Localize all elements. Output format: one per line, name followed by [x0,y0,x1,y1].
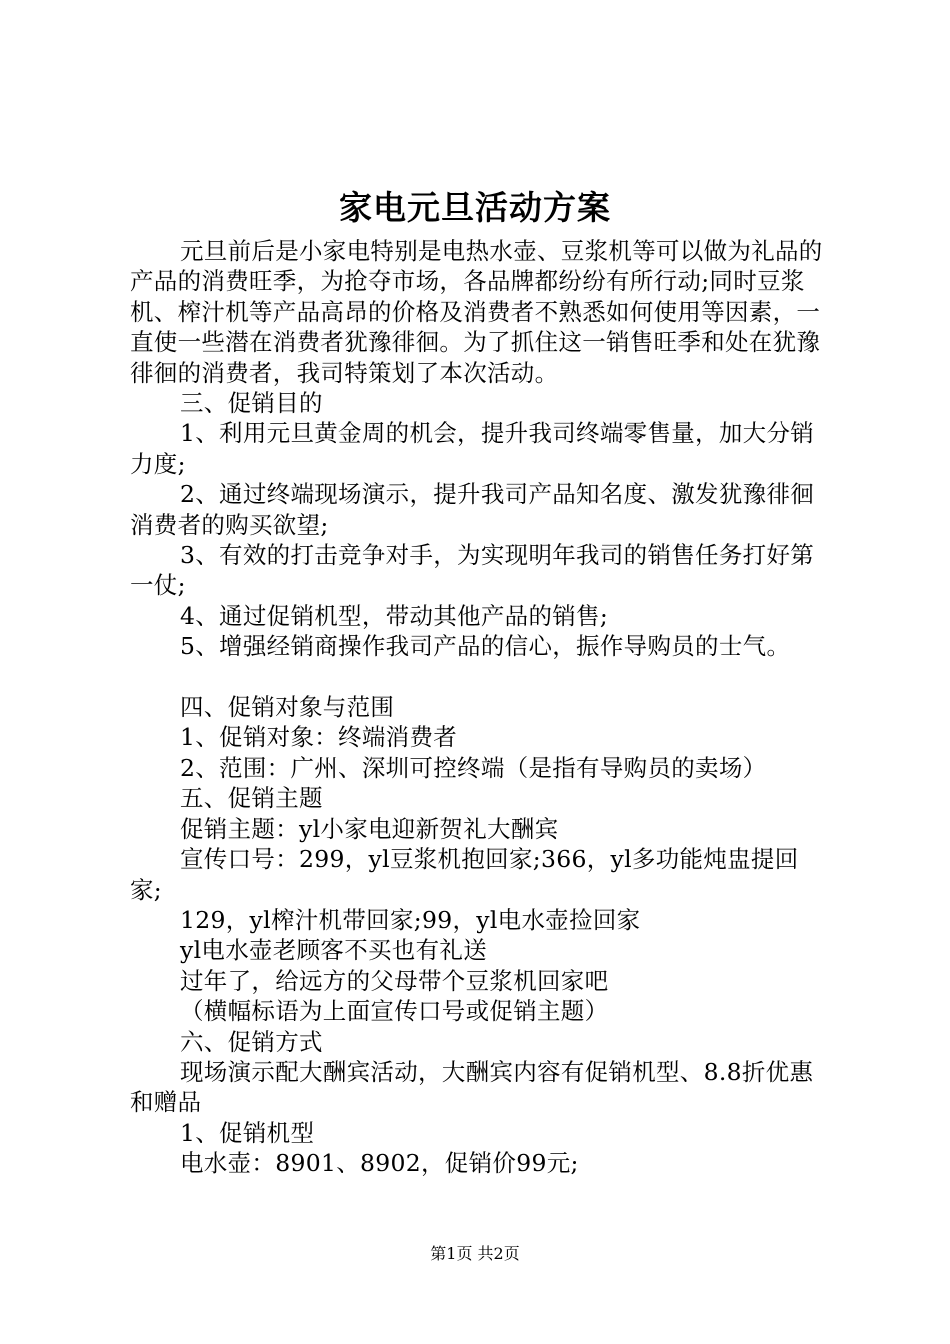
paragraph-method: 现场演示配大酬宾活动，大酬宾内容有促销机型、8.8折优惠和赠品 [130,1057,814,1117]
section-heading-method: 六、促销方式 [180,1027,323,1056]
blank-line [130,662,830,692]
list-item-goal-5: 5、增强经销商操作我司产品的信心，振作导购员的士气。 [180,632,791,661]
paragraph-slogan-2: 129，yl榨汁机带回家;99，yl电水壶捡回家 [180,905,641,934]
section-heading-target-scope: 四、促销对象与范围 [180,693,395,722]
list-item-target: 1、促销对象：终端消费者 [180,723,458,752]
document-body [130,236,830,1179]
paragraph-slogan-4: 过年了，给远方的父母带个豆浆机回家吧 [180,966,609,995]
paragraph-banner-note: （横幅标语为上面宣传口号或促销主题） [180,997,609,1026]
list-item-goal-3: 3、有效的打击竞争对手，为实现明年我司的销售任务打好第一仗; [130,541,815,600]
paragraph-kettle-price: 电水壶：8901、8902，促销价99元; [180,1149,579,1178]
paragraph-intro: 元旦前后是小家电特别是电热水壶、豆浆机等可以做为礼品的产品的消费旺季，为抢夺市场，各品牌都纷纷有所行动;同时豆浆机、榨汁机等产品高昂的价格及消费者不熟悉如何使用等因素，一直使一些潜在消费者犹豫徘徊。为了抓住这一销售旺季和处在犹豫徘徊的消费者，我司特策划了本次活动。 [130,237,823,387]
list-item-goal-1: 1、利用元旦黄金周的机会，提升我司终端零售量，加大分销力度; [130,419,815,478]
section-heading-promo-goals: 三、促销目的 [180,389,323,418]
list-item-promo-models: 1、促销机型 [180,1118,315,1147]
list-item-scope: 2、范围：广州、深圳可控终端（是指有导购员的卖场） [180,753,767,782]
list-item-goal-4: 4、通过促销机型，带动其他产品的销售; [180,601,609,630]
list-item-goal-2: 2、通过终端现场演示，提升我司产品知名度、激发犹豫徘徊消费者的购买欲望; [130,480,815,539]
section-heading-theme: 五、促销主题 [180,784,323,813]
paragraph-slogan-1: 宣传口号：299，yl豆浆机抱回家;366，yl多功能炖盅提回家; [130,845,799,904]
page-footer: 第1页 共2页 [430,1244,520,1263]
paragraph-slogan-3: yl电水壶老顾客不买也有礼送 [180,936,487,965]
document-title: 家电元旦活动方案 [339,188,611,227]
paragraph-theme: 促销主题：yl小家电迎新贺礼大酬宾 [180,814,559,843]
